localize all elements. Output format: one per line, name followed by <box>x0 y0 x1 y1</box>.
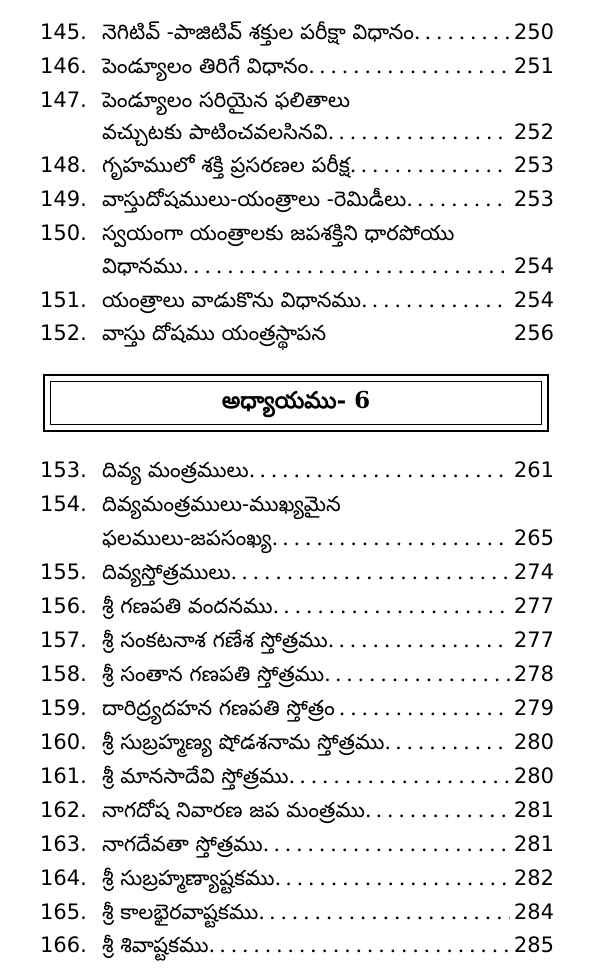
entry-page: 256 <box>513 321 554 345</box>
entry-number: 147. <box>40 88 87 112</box>
toc-entry <box>40 795 554 825</box>
entry-title: నాగదేవతా స్తోత్రము. <box>102 832 270 856</box>
entry-title: స్వయంగా యంత్రాలకు జపశక్తిని ధారపోయు <box>102 221 455 245</box>
entry-title: యంత్రాలు వాడుకొను విధానము. <box>102 288 368 312</box>
entry-number: 157. <box>40 628 87 652</box>
entry-number: 148. <box>40 153 87 177</box>
entry-title: వాస్తుదోషములు-యంత్రాలు -రెమిడీలు. <box>102 187 413 211</box>
toc-entry <box>40 829 554 859</box>
entry-page: 285 <box>513 933 554 957</box>
entry-title: శ్రీ సుబ్రహ్మణ్యాష్టకము. <box>102 866 282 890</box>
toc-entry <box>40 17 554 47</box>
entry-number: 161. <box>40 764 87 788</box>
toc-entry <box>40 659 554 689</box>
entry-number: 154. <box>40 492 87 516</box>
entry-title: నాగదోష నివారణ జప మంత్రము. <box>102 798 372 822</box>
entry-title: శ్రీ సంకటనాశ గణేశ స్తోత్రము. <box>102 628 335 652</box>
entry-number: 162. <box>40 798 87 822</box>
toc-entry <box>40 51 554 81</box>
entry-page: 261 <box>513 458 554 482</box>
entry-number: 155. <box>40 560 87 584</box>
entry-number: 152. <box>40 321 87 345</box>
entry-title: శ్రీ సంతాన గణపతి స్తోత్రము. <box>102 662 331 686</box>
entry-title-continuation: ఫలములు-జపసంఖ్య. <box>102 526 279 550</box>
entry-number: 156. <box>40 594 87 618</box>
toc-entry <box>40 693 554 723</box>
entry-page: 274 <box>513 560 554 584</box>
entry-title-continuation: వచ్చుటకు పాటించవలసినవి. <box>102 120 335 144</box>
entry-page: 278 <box>513 662 554 686</box>
toc-entry <box>40 150 554 180</box>
toc-entry <box>40 557 554 587</box>
entry-page: 277 <box>513 594 554 618</box>
entry-title: దివ్యమంత్రములు-ముఖ్యమైన <box>102 492 341 516</box>
toc-entry <box>40 218 554 248</box>
toc-entry <box>40 930 554 960</box>
entry-number: 145. <box>40 20 87 44</box>
toc-entry-continuation <box>102 251 554 281</box>
entry-title: పెండ్యూలం తిరిగే విధానం. <box>102 54 315 78</box>
entry-page: 282 <box>513 866 554 890</box>
entry-page: 253 <box>513 153 554 177</box>
entry-number: 146. <box>40 54 87 78</box>
toc-entry <box>40 85 554 115</box>
entry-title: శ్రీ మానసాదేవి స్తోత్రము. <box>102 764 296 788</box>
toc-entry <box>40 285 554 315</box>
toc-entry <box>40 727 554 757</box>
entry-number: 149. <box>40 187 87 211</box>
entry-number: 151. <box>40 288 87 312</box>
toc-entry <box>40 591 554 621</box>
chapter-heading-box <box>43 374 549 432</box>
toc-entry <box>40 455 554 485</box>
entry-number: 163. <box>40 832 87 856</box>
toc-entry <box>40 184 554 214</box>
entry-title: గృహములో శక్తి ప్రసరణల పరీక్ష. <box>102 153 357 177</box>
entry-number: 158. <box>40 662 87 686</box>
toc-entry <box>40 489 554 519</box>
toc-entry-continuation <box>102 117 554 147</box>
entry-page: 254 <box>513 254 554 278</box>
entry-title: దివ్యస్తోత్రములు. <box>102 560 238 584</box>
toc-entry <box>40 863 554 893</box>
entry-title: శ్రీ శివాష్టకము. <box>102 933 216 957</box>
entry-page: 277 <box>513 628 554 652</box>
entry-title-continuation: విధానము. <box>102 254 190 278</box>
chapter-heading: అధ్యాయము- 6 <box>221 386 371 414</box>
entry-number: 160. <box>40 730 87 754</box>
entry-page: 253 <box>513 187 554 211</box>
entry-title: పెండ్యూలం సరియైన ఫలితాలు <box>102 88 351 112</box>
toc-entry <box>40 625 554 655</box>
entry-title: శ్రీ కాలభైరవాష్టకము. <box>102 900 265 924</box>
entry-title: శ్రీ సుబ్రహ్మణ్య షోడశనామ స్తోత్రము. <box>102 730 392 754</box>
toc-entry <box>40 761 554 791</box>
entry-number: 159. <box>40 696 87 720</box>
entry-page: 254 <box>513 288 554 312</box>
entry-number: 165. <box>40 900 87 924</box>
entry-page: 265 <box>513 526 554 550</box>
entry-number: 150. <box>40 221 87 245</box>
entry-page: 280 <box>513 730 554 754</box>
entry-number: 153. <box>40 458 87 482</box>
entry-number: 164. <box>40 866 87 890</box>
entry-title: నెగిటివ్ -పాజిటివ్ శక్తుల పరీక్షా విధానం. <box>102 20 421 44</box>
entry-page: 252 <box>513 120 554 144</box>
entry-title: దివ్య మంత్రములు. <box>102 458 256 482</box>
entry-page: 284 <box>513 900 554 924</box>
entry-page: 280 <box>513 764 554 788</box>
entry-title: వాస్తు దోషము యంత్రస్థాపన <box>102 321 327 345</box>
entry-title: దారిద్ర్యదహన గణపతి స్తోత్రం <box>102 696 335 720</box>
entry-number: 166. <box>40 933 87 957</box>
toc-entry <box>40 897 554 927</box>
entry-page: 281 <box>513 798 554 822</box>
toc-entry <box>40 318 554 348</box>
toc-entry-continuation <box>102 523 554 553</box>
entry-page: 281 <box>513 832 554 856</box>
entry-page: 279 <box>513 696 554 720</box>
entry-page: 250 <box>513 20 554 44</box>
entry-page: 251 <box>513 54 554 78</box>
entry-title: శ్రీ గణపతి వందనము. <box>102 594 280 618</box>
